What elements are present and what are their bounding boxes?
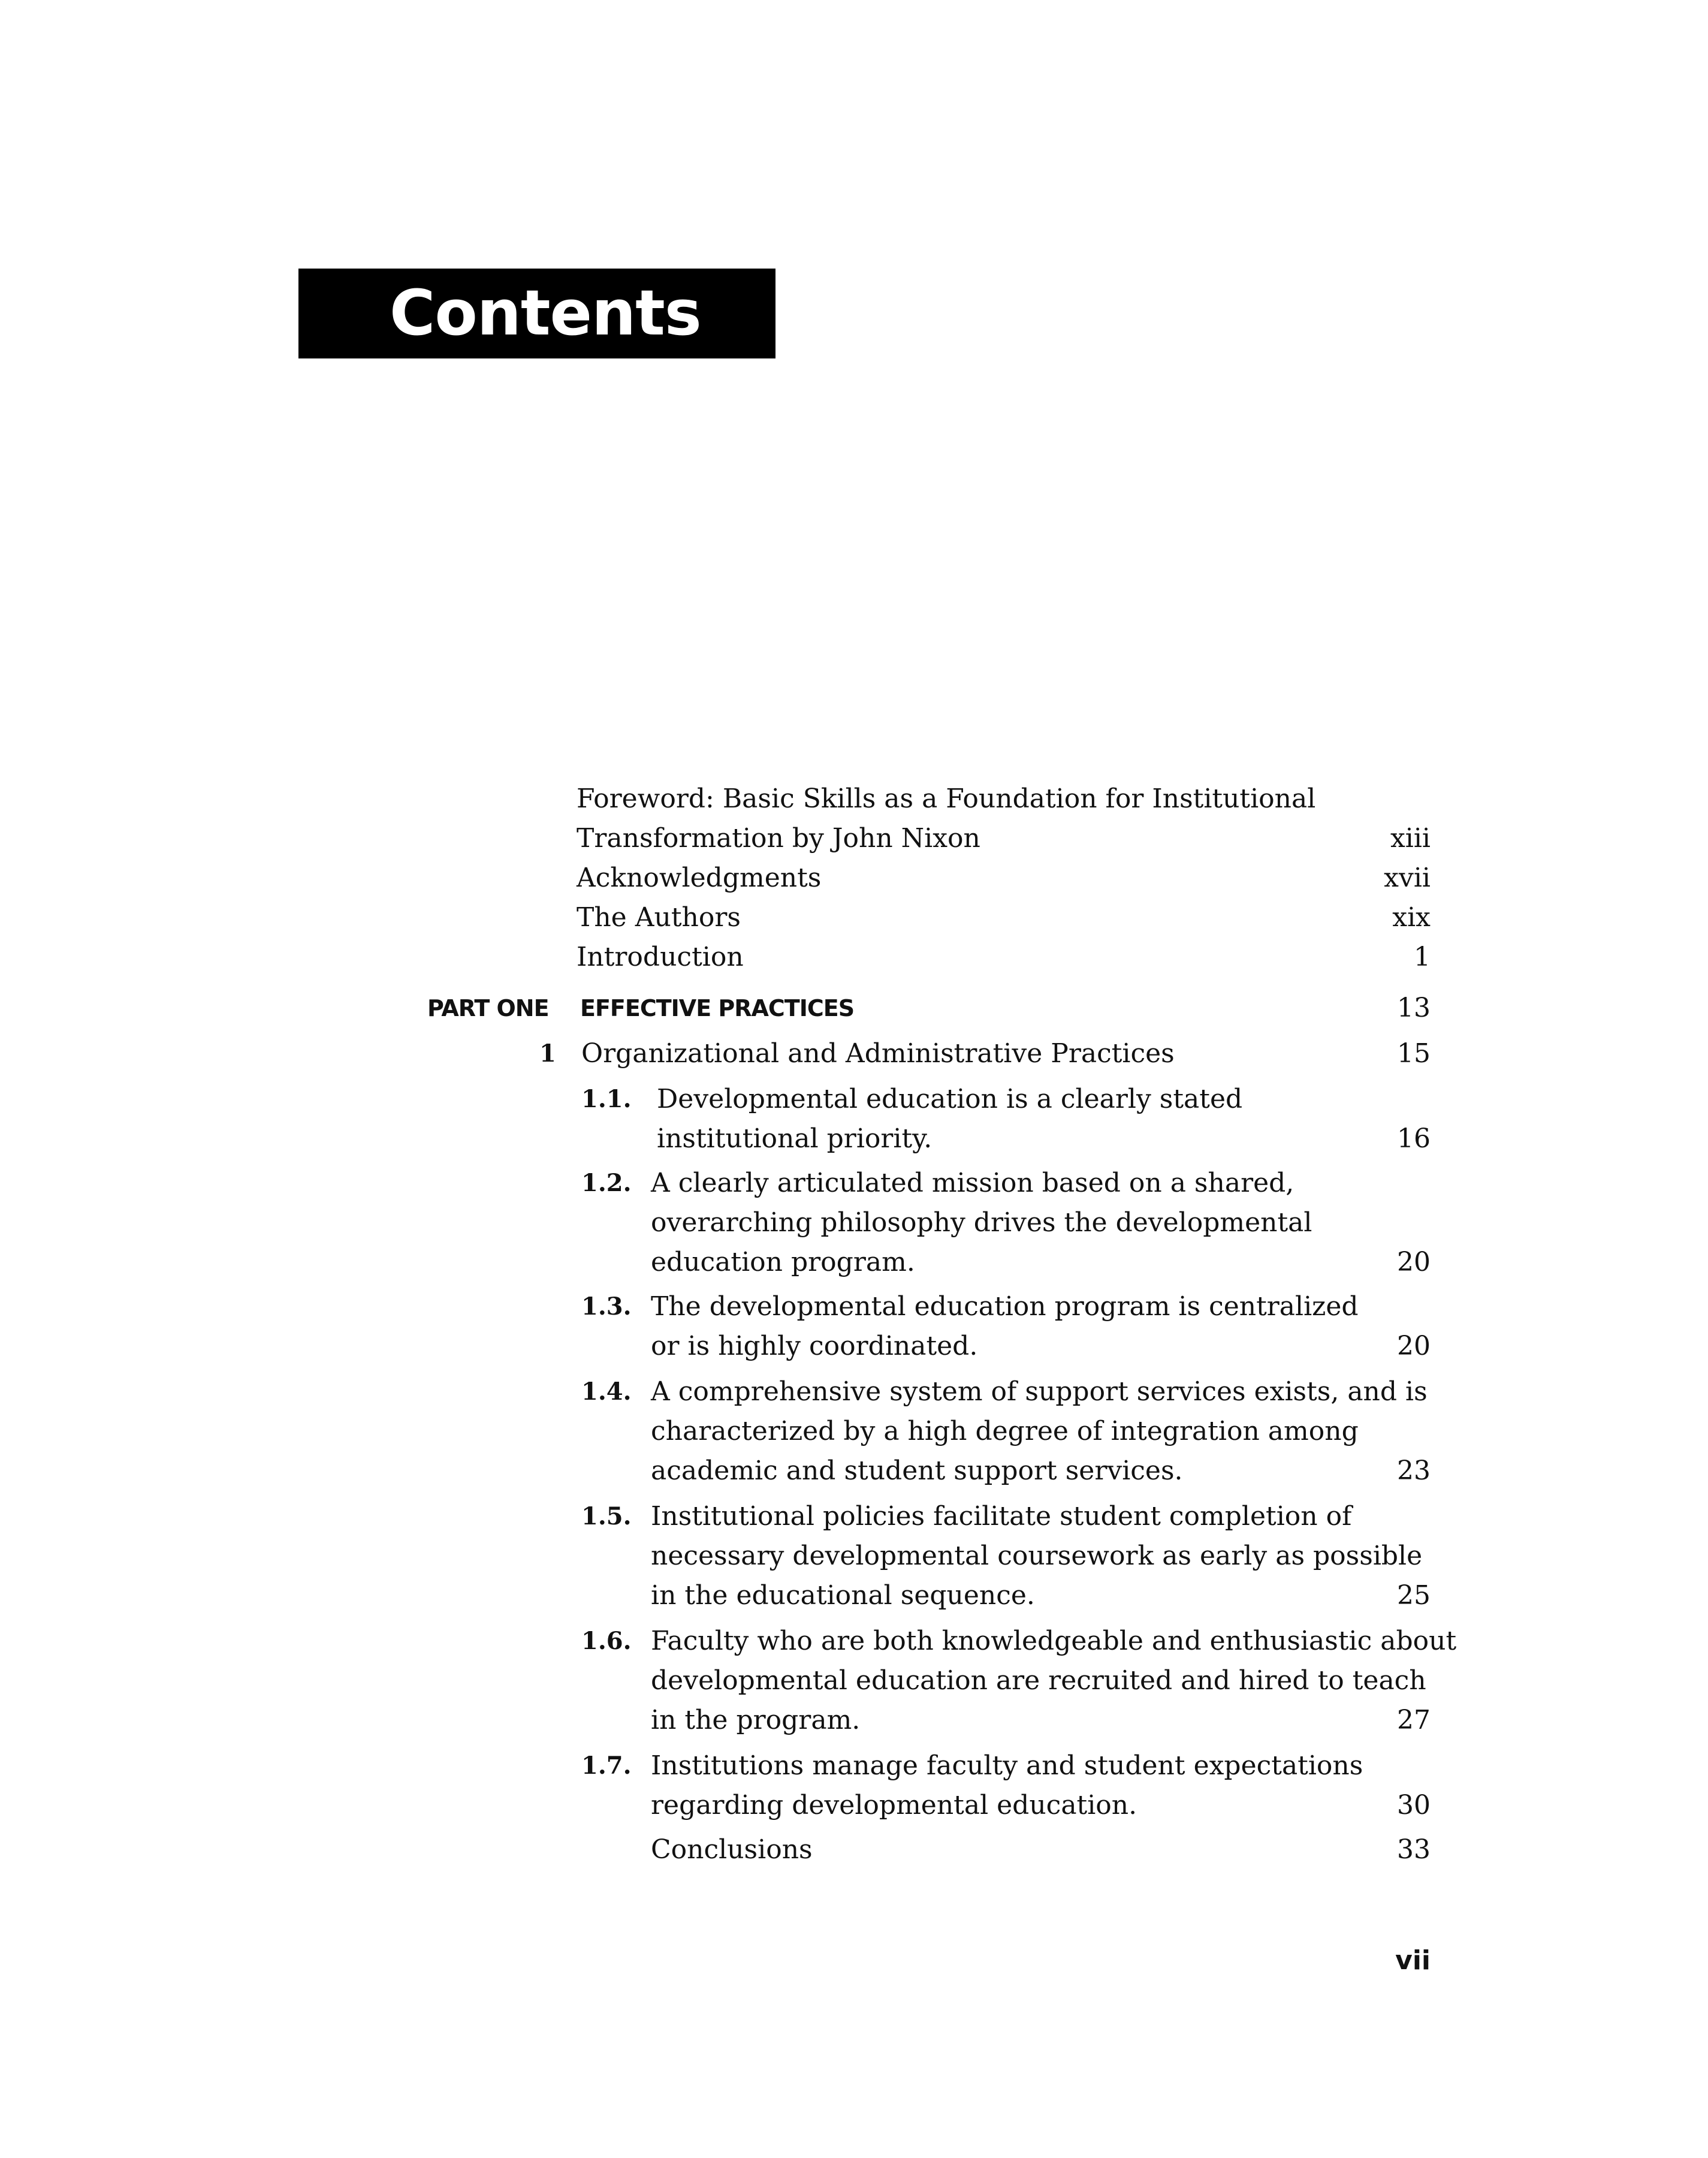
toc-section-line: or is highly coordinated. <box>651 1331 978 1361</box>
toc-section-page: 20 <box>1397 1247 1431 1277</box>
toc-part-page: 13 <box>1397 993 1431 1023</box>
page-title: Contents <box>390 276 701 349</box>
toc-foreword-page: xiii <box>1390 823 1431 854</box>
toc-section-line: Institutions manage faculty and student expectations <box>651 1750 1363 1781</box>
toc-section-number: 1.6. <box>581 1627 632 1655</box>
toc-section-number: 1.1. <box>581 1085 632 1113</box>
toc-acknowledgments: Acknowledgments <box>577 863 822 893</box>
toc-authors-page: xix <box>1392 902 1431 933</box>
toc-section-page: 16 <box>1397 1123 1431 1154</box>
toc-section-number: 1.7. <box>581 1752 632 1780</box>
toc-chapter-page: 15 <box>1397 1038 1431 1069</box>
toc-section-page: 23 <box>1397 1455 1431 1486</box>
toc-acknowledgments-page: xvii <box>1384 863 1431 893</box>
toc-part-label: PART ONE <box>427 995 549 1021</box>
toc-section-line: Institutional policies facilitate student completion of <box>651 1501 1352 1532</box>
toc-part-title: EFFECTIVE PRACTICES <box>580 995 855 1021</box>
toc-section-line: necessary developmental coursework as early as possible <box>651 1541 1423 1571</box>
toc-section-number: 1.5. <box>581 1502 632 1530</box>
toc-section-line: institutional priority. <box>657 1123 933 1154</box>
toc-introduction: Introduction <box>577 942 744 972</box>
toc-section-page: 25 <box>1397 1580 1431 1611</box>
toc-conclusions: Conclusions <box>651 1834 813 1865</box>
toc-chapter-number: 1 <box>539 1039 556 1068</box>
toc-section-number: 1.2. <box>581 1169 632 1197</box>
toc-section-line: regarding developmental education. <box>651 1790 1137 1821</box>
toc-chapter-title: Organizational and Administrative Practices <box>581 1038 1175 1069</box>
toc-conclusions-page: 33 <box>1397 1834 1431 1865</box>
page-number: vii <box>1395 1945 1431 1976</box>
toc-section-line: education program. <box>651 1247 915 1277</box>
toc-section-number: 1.3. <box>581 1292 632 1321</box>
toc-section-page: 20 <box>1397 1331 1431 1361</box>
toc-foreword-line-1: Foreword: Basic Skills as a Foundation for Institutional <box>577 783 1316 814</box>
toc-section-line: Faculty who are both knowledgeable and enthusiastic about <box>651 1626 1457 1656</box>
toc-section-line: A clearly articulated mission based on a shared, <box>651 1168 1294 1198</box>
toc-authors: The Authors <box>577 902 741 933</box>
toc-section-line: overarching philosophy drives the developmental <box>651 1207 1312 1238</box>
toc-section-line: characterized by a high degree of integration among <box>651 1416 1359 1446</box>
toc-section-number: 1.4. <box>581 1378 632 1406</box>
toc-introduction-page: 1 <box>1414 942 1431 972</box>
toc-section-page: 27 <box>1397 1705 1431 1735</box>
toc-section-line: Developmental education is a clearly stated <box>657 1084 1243 1114</box>
toc-section-line: in the program. <box>651 1705 861 1735</box>
toc-section-line: developmental education are recruited and hired to teach <box>651 1665 1426 1696</box>
toc-section-line: in the educational sequence. <box>651 1580 1035 1611</box>
toc-section-page: 30 <box>1397 1790 1431 1821</box>
toc-section-line: The developmental education program is centralized <box>651 1291 1359 1322</box>
toc-foreword-line-2: Transformation by John Nixon <box>577 823 980 854</box>
toc-section-line: A comprehensive system of support services exists, and is <box>651 1376 1428 1407</box>
toc-section-line: academic and student support services. <box>651 1455 1183 1486</box>
